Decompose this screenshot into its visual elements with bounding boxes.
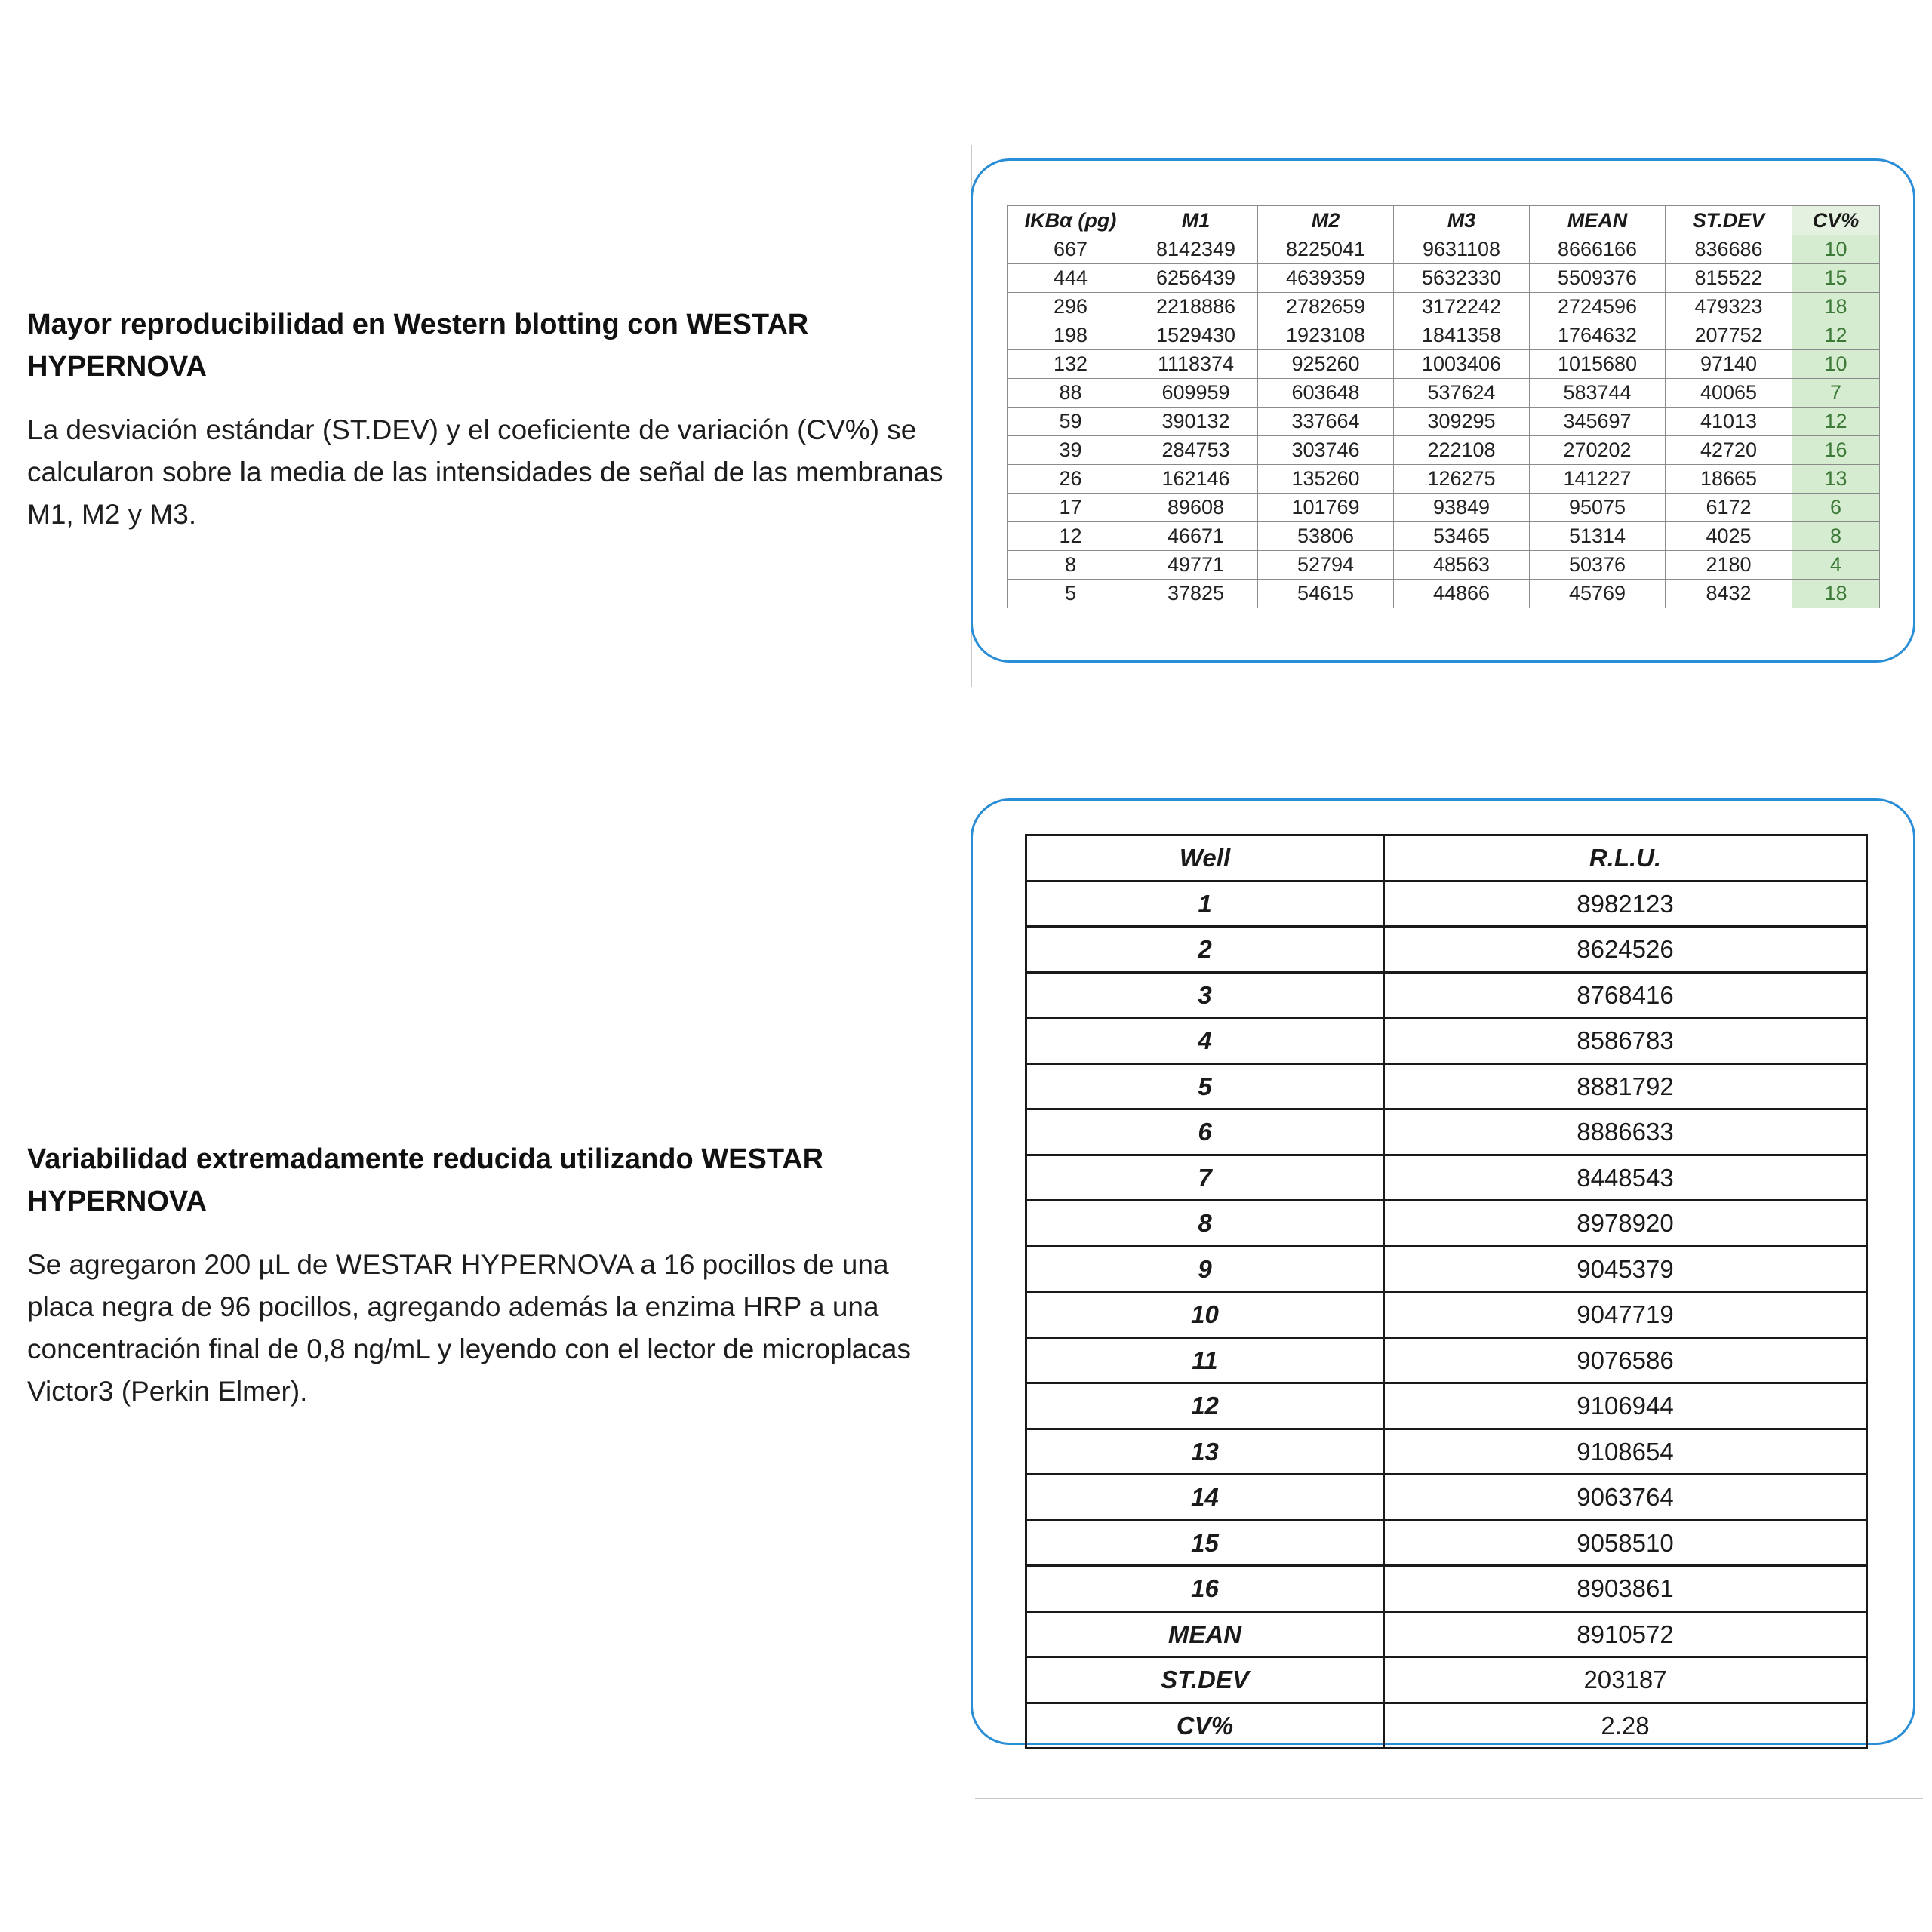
table-row [1026, 1657, 1867, 1703]
cell-well: 7 [1026, 1155, 1384, 1201]
cell-m2: 4639359 [1258, 264, 1394, 293]
cell-mean: 1764632 [1530, 321, 1666, 350]
cell-well: ST.DEV [1026, 1657, 1384, 1703]
cell-m2: 54615 [1258, 580, 1394, 608]
table-row [1026, 1109, 1867, 1155]
cell-m2: 8225041 [1258, 235, 1394, 264]
table-row [1008, 494, 1880, 522]
cell-cv: 12 [1792, 321, 1880, 350]
cell-cv: 8 [1792, 522, 1880, 551]
cell-well: 16 [1026, 1566, 1384, 1612]
table-row [1026, 1292, 1867, 1338]
cell-m2: 135260 [1258, 465, 1394, 494]
cell-rlu: 8881792 [1384, 1063, 1867, 1109]
table-row [1008, 408, 1880, 436]
cell-well: 4 [1026, 1018, 1384, 1064]
cell-m3: 93849 [1394, 494, 1530, 522]
table-row [1008, 379, 1880, 408]
section-variability-heading: Variabilidad extremadamente reducida utilizando WESTAR HYPERNOVA [27, 1143, 824, 1217]
cell-m3: 48563 [1394, 551, 1530, 580]
cell-m3: 126275 [1394, 465, 1530, 494]
cell-rlu: 9106944 [1384, 1383, 1867, 1429]
cell-m3: 1003406 [1394, 350, 1530, 379]
cell-m1: 6256439 [1134, 264, 1258, 293]
column-header-cv: CV% [1792, 206, 1880, 235]
well-rlu-table-body [1026, 881, 1867, 1749]
section-variability-body: Se agregaron 200 µL de WESTAR HYPERNOVA a 16 pocillos de una placa negra de 96 pocillos, agregando además la enzima HRP a una concentración final de 0,8 ng/mL y leyendo con el lector de microplacas Victor3 (Perkin Elmer). [27, 1249, 911, 1407]
cell-ikba: 88 [1008, 379, 1134, 408]
cell-m3: 309295 [1394, 408, 1530, 436]
cell-mean: 5509376 [1530, 264, 1666, 293]
cell-rlu: 2.28 [1384, 1703, 1867, 1749]
cell-stdev: 18665 [1666, 465, 1792, 494]
cell-well: 3 [1026, 972, 1384, 1018]
cell-m1: 1118374 [1134, 350, 1258, 379]
western-blot-table-body [1008, 235, 1880, 608]
cell-mean: 345697 [1530, 408, 1666, 436]
cell-m1: 284753 [1134, 436, 1258, 465]
section-reproducibility-heading: Mayor reproducibilidad en Western blotting con WESTAR HYPERNOVA [27, 309, 809, 383]
table-row [1008, 580, 1880, 608]
cell-stdev: 97140 [1666, 350, 1792, 379]
table-row [1026, 972, 1867, 1018]
table-row [1008, 551, 1880, 580]
cell-m3: 222108 [1394, 436, 1530, 465]
cell-m2: 337664 [1258, 408, 1394, 436]
cell-mean: 583744 [1530, 379, 1666, 408]
cell-rlu: 9108654 [1384, 1429, 1867, 1475]
cell-stdev: 207752 [1666, 321, 1792, 350]
cell-well: 5 [1026, 1063, 1384, 1109]
cell-m3: 53465 [1394, 522, 1530, 551]
cell-ikba: 39 [1008, 436, 1134, 465]
cell-cv: 18 [1792, 580, 1880, 608]
cell-rlu: 9058510 [1384, 1520, 1867, 1566]
cell-m1: 390132 [1134, 408, 1258, 436]
cell-well: 9 [1026, 1246, 1384, 1292]
cell-mean: 1015680 [1530, 350, 1666, 379]
cell-m3: 1841358 [1394, 321, 1530, 350]
cell-mean: 141227 [1530, 465, 1666, 494]
cell-well: 13 [1026, 1429, 1384, 1475]
cell-well: 15 [1026, 1520, 1384, 1566]
cell-m1: 609959 [1134, 379, 1258, 408]
cell-cv: 10 [1792, 235, 1880, 264]
cell-stdev: 40065 [1666, 379, 1792, 408]
cell-stdev: 815522 [1666, 264, 1792, 293]
cell-stdev: 479323 [1666, 293, 1792, 321]
cell-m2: 1923108 [1258, 321, 1394, 350]
cell-well: 12 [1026, 1383, 1384, 1429]
cell-m1: 89608 [1134, 494, 1258, 522]
cell-m1: 8142349 [1134, 235, 1258, 264]
cell-cv: 18 [1792, 293, 1880, 321]
cell-cv: 4 [1792, 551, 1880, 580]
cell-cv: 12 [1792, 408, 1880, 436]
cell-rlu: 9045379 [1384, 1246, 1867, 1292]
table-row [1008, 321, 1880, 350]
cell-ikba: 59 [1008, 408, 1134, 436]
cell-m2: 53806 [1258, 522, 1394, 551]
cell-ikba: 667 [1008, 235, 1134, 264]
cell-well: 14 [1026, 1475, 1384, 1521]
cell-stdev: 2180 [1666, 551, 1792, 580]
table-header-row [1008, 206, 1880, 235]
column-header-ikba: IKBα (pg) [1008, 206, 1134, 235]
cell-stdev: 4025 [1666, 522, 1792, 551]
cell-well: 2 [1026, 927, 1384, 973]
table-row [1008, 522, 1880, 551]
cell-m3: 3172242 [1394, 293, 1530, 321]
cell-rlu: 203187 [1384, 1657, 1867, 1703]
table-row [1026, 1520, 1867, 1566]
cell-well: MEAN [1026, 1611, 1384, 1657]
cell-ikba: 296 [1008, 293, 1134, 321]
cell-m2: 52794 [1258, 551, 1394, 580]
cell-rlu: 9047719 [1384, 1292, 1867, 1338]
table-row [1026, 1566, 1867, 1612]
cell-mean: 51314 [1530, 522, 1666, 551]
column-header-m1: M1 [1134, 206, 1258, 235]
cell-cv: 7 [1792, 379, 1880, 408]
cell-mean: 8666166 [1530, 235, 1666, 264]
cell-rlu: 8586783 [1384, 1018, 1867, 1064]
table-row [1026, 1475, 1867, 1521]
table-row [1008, 436, 1880, 465]
cell-m1: 37825 [1134, 580, 1258, 608]
cell-rlu: 8886633 [1384, 1109, 1867, 1155]
cell-well: 8 [1026, 1201, 1384, 1247]
cell-stdev: 8432 [1666, 580, 1792, 608]
cell-rlu: 8624526 [1384, 927, 1867, 973]
cell-m2: 303746 [1258, 436, 1394, 465]
cell-rlu: 9063764 [1384, 1475, 1867, 1521]
cell-stdev: 6172 [1666, 494, 1792, 522]
table-row [1026, 1337, 1867, 1383]
cell-well: 1 [1026, 881, 1384, 927]
cell-m3: 44866 [1394, 580, 1530, 608]
cell-rlu: 8910572 [1384, 1611, 1867, 1657]
cell-cv: 13 [1792, 465, 1880, 494]
cell-rlu: 8768416 [1384, 972, 1867, 1018]
cell-m1: 2218886 [1134, 293, 1258, 321]
cell-ikba: 26 [1008, 465, 1134, 494]
table-row [1026, 1383, 1867, 1429]
cell-m2: 925260 [1258, 350, 1394, 379]
table-row [1026, 1703, 1867, 1749]
cell-mean: 95075 [1530, 494, 1666, 522]
cell-well: 11 [1026, 1337, 1384, 1383]
cell-mean: 270202 [1530, 436, 1666, 465]
table-row [1026, 1063, 1867, 1109]
cell-rlu: 8448543 [1384, 1155, 1867, 1201]
table-row [1026, 1611, 1867, 1657]
section-variability [27, 1138, 955, 1413]
table-row [1026, 1429, 1867, 1475]
cell-rlu: 8982123 [1384, 881, 1867, 927]
cell-ikba: 132 [1008, 350, 1134, 379]
cell-rlu: 8903861 [1384, 1566, 1867, 1612]
cell-m1: 1529430 [1134, 321, 1258, 350]
cell-mean: 45769 [1530, 580, 1666, 608]
cell-well: CV% [1026, 1703, 1384, 1749]
table-header-row [1026, 835, 1867, 881]
cell-m3: 5632330 [1394, 264, 1530, 293]
cell-mean: 50376 [1530, 551, 1666, 580]
cell-well: 6 [1026, 1109, 1384, 1155]
cell-cv: 15 [1792, 264, 1880, 293]
section-reproducibility-body: La desviación estándar (ST.DEV) y el coeficiente de variación (CV%) se calcularon sobre la media de las intensidades de señal de las membranas M1, M2 y M3. [27, 414, 943, 530]
column-header-m2: M2 [1258, 206, 1394, 235]
cell-mean: 2724596 [1530, 293, 1666, 321]
cell-stdev: 42720 [1666, 436, 1792, 465]
cell-ikba: 444 [1008, 264, 1134, 293]
cell-ikba: 198 [1008, 321, 1134, 350]
cell-rlu: 9076586 [1384, 1337, 1867, 1383]
cell-cv: 6 [1792, 494, 1880, 522]
cell-cv: 10 [1792, 350, 1880, 379]
cell-m2: 101769 [1258, 494, 1394, 522]
column-header-well: Well [1026, 835, 1384, 881]
cell-stdev: 41013 [1666, 408, 1792, 436]
table-row [1026, 1018, 1867, 1064]
table-row [1026, 1201, 1867, 1247]
table-row [1008, 264, 1880, 293]
column-header-rlu: R.L.U. [1384, 835, 1867, 881]
cell-ikba: 12 [1008, 522, 1134, 551]
table-row [1026, 1155, 1867, 1201]
table-row [1026, 927, 1867, 973]
cell-m1: 49771 [1134, 551, 1258, 580]
cell-m3: 9631108 [1394, 235, 1530, 264]
cell-stdev: 836686 [1666, 235, 1792, 264]
table-row [1008, 235, 1880, 264]
table-row [1008, 465, 1880, 494]
table-row [1026, 881, 1867, 927]
western-blot-table [1007, 205, 1880, 608]
cell-ikba: 5 [1008, 580, 1134, 608]
cell-m1: 46671 [1134, 522, 1258, 551]
cell-m2: 2782659 [1258, 293, 1394, 321]
column-header-m3: M3 [1394, 206, 1530, 235]
column-header-stdev: ST.DEV [1666, 206, 1792, 235]
cell-m2: 603648 [1258, 379, 1394, 408]
cell-ikba: 17 [1008, 494, 1134, 522]
horizontal-divider [975, 1798, 1923, 1799]
well-rlu-table [1025, 834, 1868, 1749]
cell-m1: 162146 [1134, 465, 1258, 494]
table-row [1026, 1246, 1867, 1292]
cell-rlu: 8978920 [1384, 1201, 1867, 1247]
cell-well: 10 [1026, 1292, 1384, 1338]
cell-ikba: 8 [1008, 551, 1134, 580]
cell-m3: 537624 [1394, 379, 1530, 408]
column-header-mean: MEAN [1530, 206, 1666, 235]
cell-cv: 16 [1792, 436, 1880, 465]
table-row [1008, 350, 1880, 379]
section-reproducibility [27, 303, 955, 536]
table-row [1008, 293, 1880, 321]
